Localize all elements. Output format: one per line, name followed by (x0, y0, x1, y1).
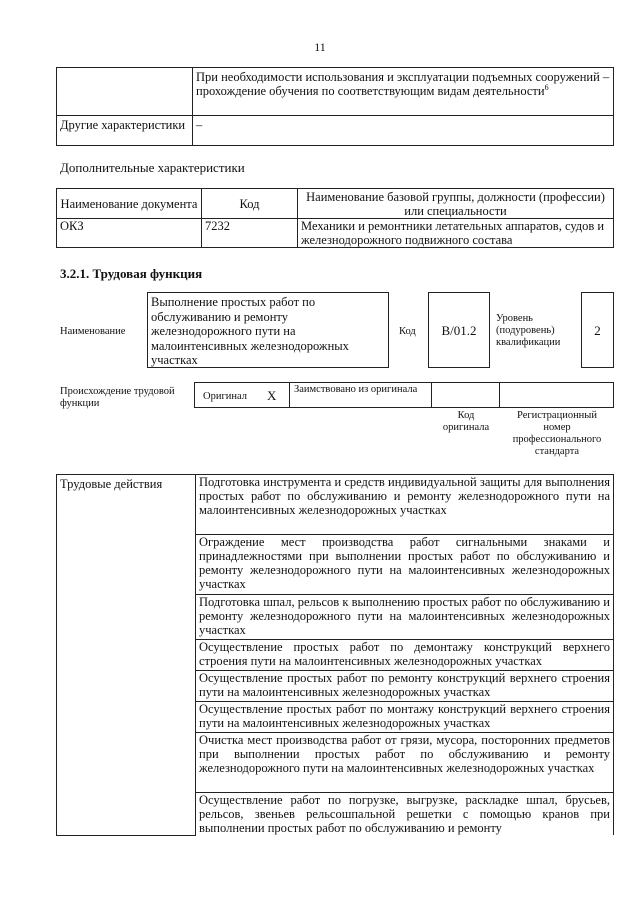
table-row (57, 475, 614, 535)
function-name: Выполнение простых работ по обслуживанию и ремонту железнодорожного пути на малоинтенсивных железнодорожных участках (151, 295, 349, 367)
action-item: Осуществление простых работ по демонтажу конструкций верхнего строения пути на малоинтенсивных железнодорожных участках (196, 640, 614, 671)
function-code: B/01.2 (441, 323, 477, 338)
level-label: Уровень (подуровень) квалификации (496, 313, 561, 348)
reg-caption: Регистрационный номер профессионального стандарта (512, 410, 602, 457)
origin-label: Происхождение трудовой функции (60, 386, 175, 409)
function-name-box (147, 292, 389, 368)
section-title: 3.2.1. Трудовая функция (60, 266, 203, 281)
action-item: Очистка мест производства работ от грязи, мусора, посторонних предметов при выполнении простых работ по обслуживанию и ремонту железнодорожного пути на малоинтенсивных железнодорожных участках (196, 733, 614, 793)
footnote-marker: 6 (544, 82, 549, 92)
additional-table (56, 188, 614, 248)
top-table (56, 67, 614, 146)
action-item: Ограждение мест производства работ сигнальными знаками и принадлежностями при выполнении простых работ по обслуживанию и ремонту железнодорожного пути на малоинтенсивных железнодорожных участках (196, 535, 614, 595)
page-number: 11 (314, 40, 326, 54)
origin-original-box (194, 382, 290, 408)
header-document-name: Наименование документа (57, 189, 202, 219)
action-item: Осуществление работ по погрузке, выгрузке, раскладке шпал, брусьев, рельсов, звеньев рельсошпальной решетки с помощью кранов при выполнении простых работ по обслуживанию и ремонту (196, 793, 614, 836)
row-code: 7232 (202, 219, 298, 248)
borrowed-label: Заимствовано из оригинала (294, 384, 418, 395)
origin-borrowed-box (289, 382, 432, 408)
action-item: Осуществление простых работ по ремонту конструкций верхнего строения пути на малоинтенсивных железнодорожных участках (196, 671, 614, 702)
row-document: ОКЗ (57, 219, 202, 248)
header-group-name: Наименование базовой группы, должности (профессии) или специальности (298, 189, 614, 219)
other-characteristics-label: Другие характеристики (57, 116, 193, 146)
original-label: Оригинал (203, 391, 247, 402)
level-value: 2 (594, 323, 601, 338)
action-item: Осуществление простых работ по монтажу конструкций верхнего строения пути на малоинтенсивных железнодорожных участках (196, 702, 614, 733)
other-characteristics-value: – (193, 116, 614, 146)
function-code-box (428, 292, 490, 368)
code-caption: Код оригинала (442, 410, 490, 433)
top-table-requirement-cell (193, 68, 614, 116)
code-label: Код (399, 326, 416, 337)
name-label: Наименование (60, 326, 126, 337)
origin-reg-box (499, 382, 614, 408)
actions-table (56, 474, 614, 836)
row-group: Механики и ремонтники летательных аппаратов, судов и железнодорожного подвижного состава (298, 219, 614, 248)
actions-label: Трудовые действия (57, 475, 196, 836)
additional-heading: Дополнительные характеристики (60, 160, 245, 175)
level-box (581, 292, 614, 368)
original-mark: X (267, 388, 277, 403)
action-item: Подготовка шпал, рельсов к выполнению простых работ по обслуживанию и ремонту железнодорожного пути на малоинтенсивных железнодорожных участках (196, 595, 614, 640)
origin-code-box (431, 382, 500, 408)
header-code: Код (202, 189, 298, 219)
action-item: Подготовка инструмента и средств индивидуальной защиты для выполнения простых работ по обслуживанию и ремонту железнодорожного пути на малоинтенсивных железнодорожных участках (196, 475, 614, 535)
top-table-requirement-text: При необходимости использования и эксплуатации подъемных сооружений – прохождение обучения по соответствующим видам деятельности (196, 70, 610, 98)
